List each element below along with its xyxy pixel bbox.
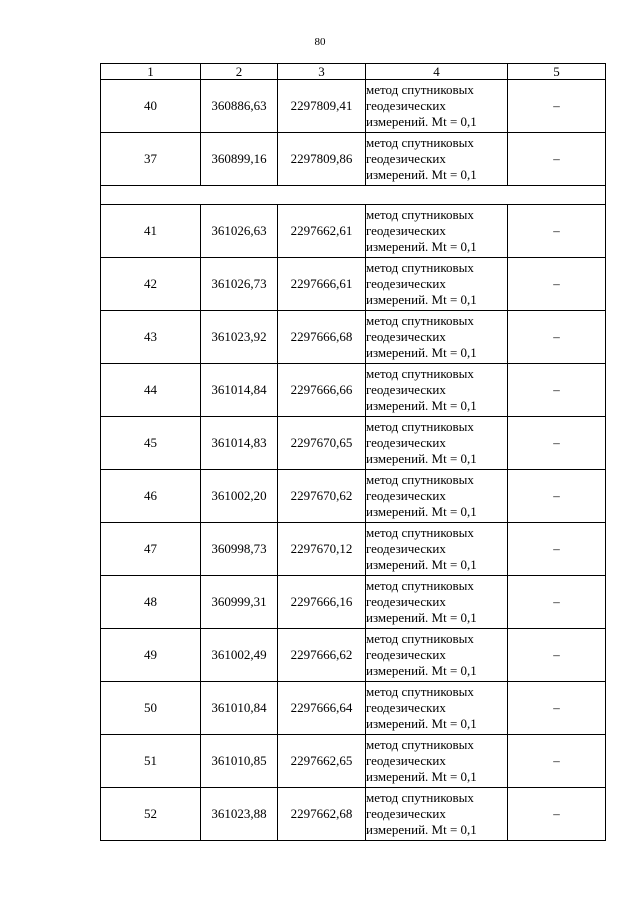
method-text-line: измерений. Mt = 0,1 bbox=[366, 663, 477, 678]
method-cell bbox=[366, 133, 508, 186]
method-text-line: метод спутниковых bbox=[366, 419, 474, 434]
note-cell: – bbox=[508, 523, 606, 576]
method-text-line: геодезических bbox=[366, 647, 446, 662]
point-number-cell: 49 bbox=[101, 629, 201, 682]
x-coordinate-cell: 360886,63 bbox=[201, 80, 278, 133]
note-cell: – bbox=[508, 682, 606, 735]
note-cell: – bbox=[508, 364, 606, 417]
x-coordinate-cell: 361010,85 bbox=[201, 735, 278, 788]
method-cell bbox=[366, 576, 508, 629]
x-coordinate-cell: 361002,49 bbox=[201, 629, 278, 682]
method-cell bbox=[366, 205, 508, 258]
method-text-line: измерений. Mt = 0,1 bbox=[366, 292, 477, 307]
method-cell bbox=[366, 682, 508, 735]
method-text-line: геодезических bbox=[366, 435, 446, 450]
method-text-line: геодезических bbox=[366, 98, 446, 113]
method-text-line: метод спутниковых bbox=[366, 313, 474, 328]
method-text-line: метод спутниковых bbox=[366, 260, 474, 275]
y-coordinate-cell: 2297809,86 bbox=[278, 133, 366, 186]
table-row bbox=[101, 523, 606, 576]
table-row bbox=[101, 258, 606, 311]
table-row bbox=[101, 311, 606, 364]
column-header-5: 5 bbox=[508, 64, 606, 80]
method-text-line: метод спутниковых bbox=[366, 525, 474, 540]
y-coordinate-cell: 2297666,68 bbox=[278, 311, 366, 364]
method-text-line: метод спутниковых bbox=[366, 684, 474, 699]
method-text-line: метод спутниковых bbox=[366, 631, 474, 646]
method-text-line: измерений. Mt = 0,1 bbox=[366, 451, 477, 466]
x-coordinate-cell: 361026,73 bbox=[201, 258, 278, 311]
table-row bbox=[101, 788, 606, 841]
y-coordinate-cell: 2297809,41 bbox=[278, 80, 366, 133]
method-text-line: метод спутниковых bbox=[366, 790, 474, 805]
note-cell: – bbox=[508, 417, 606, 470]
method-cell bbox=[366, 364, 508, 417]
x-coordinate-cell: 361026,63 bbox=[201, 205, 278, 258]
method-text-line: метод спутниковых bbox=[366, 82, 474, 97]
method-text-line: геодезических bbox=[366, 753, 446, 768]
point-number-cell: 46 bbox=[101, 470, 201, 523]
method-cell bbox=[366, 258, 508, 311]
method-text-line: геодезических bbox=[366, 488, 446, 503]
note-cell: – bbox=[508, 629, 606, 682]
method-text-line: измерений. Mt = 0,1 bbox=[366, 822, 477, 837]
x-coordinate-cell: 360999,31 bbox=[201, 576, 278, 629]
point-number-cell: 45 bbox=[101, 417, 201, 470]
y-coordinate-cell: 2297666,66 bbox=[278, 364, 366, 417]
column-header-3: 3 bbox=[278, 64, 366, 80]
method-text-line: измерений. Mt = 0,1 bbox=[366, 504, 477, 519]
note-cell: – bbox=[508, 735, 606, 788]
table-row bbox=[101, 364, 606, 417]
point-number-cell: 43 bbox=[101, 311, 201, 364]
point-number-cell: 47 bbox=[101, 523, 201, 576]
table-body bbox=[101, 80, 606, 841]
method-text-line: измерений. Mt = 0,1 bbox=[366, 167, 477, 182]
table-header-row bbox=[101, 64, 606, 80]
point-number-cell: 42 bbox=[101, 258, 201, 311]
y-coordinate-cell: 2297666,64 bbox=[278, 682, 366, 735]
column-header-4: 4 bbox=[366, 64, 508, 80]
y-coordinate-cell: 2297666,62 bbox=[278, 629, 366, 682]
y-coordinate-cell: 2297670,65 bbox=[278, 417, 366, 470]
point-number-cell: 52 bbox=[101, 788, 201, 841]
method-text-line: геодезических bbox=[366, 276, 446, 291]
note-cell: – bbox=[508, 311, 606, 364]
method-text-line: геодезических bbox=[366, 223, 446, 238]
method-text-line: геодезических bbox=[366, 151, 446, 166]
method-cell bbox=[366, 311, 508, 364]
method-text-line: геодезических bbox=[366, 806, 446, 821]
method-cell bbox=[366, 788, 508, 841]
table-row bbox=[101, 80, 606, 133]
method-text-line: измерений. Mt = 0,1 bbox=[366, 114, 477, 129]
y-coordinate-cell: 2297670,62 bbox=[278, 470, 366, 523]
coordinates-table bbox=[100, 63, 606, 841]
method-text-line: метод спутниковых bbox=[366, 366, 474, 381]
x-coordinate-cell: 360899,16 bbox=[201, 133, 278, 186]
y-coordinate-cell: 2297670,12 bbox=[278, 523, 366, 576]
method-text-line: геодезических bbox=[366, 594, 446, 609]
method-text-line: метод спутниковых bbox=[366, 472, 474, 487]
note-cell: – bbox=[508, 788, 606, 841]
method-text-line: геодезических bbox=[366, 329, 446, 344]
method-text-line: геодезических bbox=[366, 700, 446, 715]
point-number-cell: 40 bbox=[101, 80, 201, 133]
y-coordinate-cell: 2297666,16 bbox=[278, 576, 366, 629]
page-number: 80 bbox=[314, 36, 326, 48]
separator-row bbox=[101, 186, 606, 205]
note-cell: – bbox=[508, 576, 606, 629]
y-coordinate-cell: 2297666,61 bbox=[278, 258, 366, 311]
column-header-2: 2 bbox=[201, 64, 278, 80]
x-coordinate-cell: 361014,83 bbox=[201, 417, 278, 470]
point-number-cell: 51 bbox=[101, 735, 201, 788]
method-text-line: геодезических bbox=[366, 541, 446, 556]
point-number-cell: 41 bbox=[101, 205, 201, 258]
method-text-line: геодезических bbox=[366, 382, 446, 397]
method-text-line: измерений. Mt = 0,1 bbox=[366, 610, 477, 625]
separator-cell bbox=[101, 186, 606, 205]
point-number-cell: 48 bbox=[101, 576, 201, 629]
table-row bbox=[101, 133, 606, 186]
method-text-line: измерений. Mt = 0,1 bbox=[366, 345, 477, 360]
method-cell bbox=[366, 470, 508, 523]
method-text-line: метод спутниковых bbox=[366, 578, 474, 593]
x-coordinate-cell: 361002,20 bbox=[201, 470, 278, 523]
method-text-line: измерений. Mt = 0,1 bbox=[366, 769, 477, 784]
method-cell bbox=[366, 417, 508, 470]
column-header-1: 1 bbox=[101, 64, 201, 80]
method-text-line: метод спутниковых bbox=[366, 135, 474, 150]
note-cell: – bbox=[508, 80, 606, 133]
table-row bbox=[101, 682, 606, 735]
point-number-cell: 50 bbox=[101, 682, 201, 735]
point-number-cell: 44 bbox=[101, 364, 201, 417]
note-cell: – bbox=[508, 133, 606, 186]
table-row bbox=[101, 735, 606, 788]
table-row bbox=[101, 576, 606, 629]
method-text-line: измерений. Mt = 0,1 bbox=[366, 398, 477, 413]
note-cell: – bbox=[508, 470, 606, 523]
method-cell bbox=[366, 735, 508, 788]
y-coordinate-cell: 2297662,65 bbox=[278, 735, 366, 788]
method-text-line: измерений. Mt = 0,1 bbox=[366, 239, 477, 254]
note-cell: – bbox=[508, 258, 606, 311]
table-row bbox=[101, 417, 606, 470]
method-cell bbox=[366, 80, 508, 133]
method-cell bbox=[366, 523, 508, 576]
x-coordinate-cell: 360998,73 bbox=[201, 523, 278, 576]
table-row bbox=[101, 470, 606, 523]
method-text-line: измерений. Mt = 0,1 bbox=[366, 716, 477, 731]
y-coordinate-cell: 2297662,61 bbox=[278, 205, 366, 258]
table-row bbox=[101, 205, 606, 258]
x-coordinate-cell: 361023,88 bbox=[201, 788, 278, 841]
method-text-line: измерений. Mt = 0,1 bbox=[366, 557, 477, 572]
method-cell bbox=[366, 629, 508, 682]
point-number-cell: 37 bbox=[101, 133, 201, 186]
x-coordinate-cell: 361023,92 bbox=[201, 311, 278, 364]
x-coordinate-cell: 361014,84 bbox=[201, 364, 278, 417]
x-coordinate-cell: 361010,84 bbox=[201, 682, 278, 735]
y-coordinate-cell: 2297662,68 bbox=[278, 788, 366, 841]
method-text-line: метод спутниковых bbox=[366, 207, 474, 222]
note-cell: – bbox=[508, 205, 606, 258]
table-row bbox=[101, 629, 606, 682]
method-text-line: метод спутниковых bbox=[366, 737, 474, 752]
